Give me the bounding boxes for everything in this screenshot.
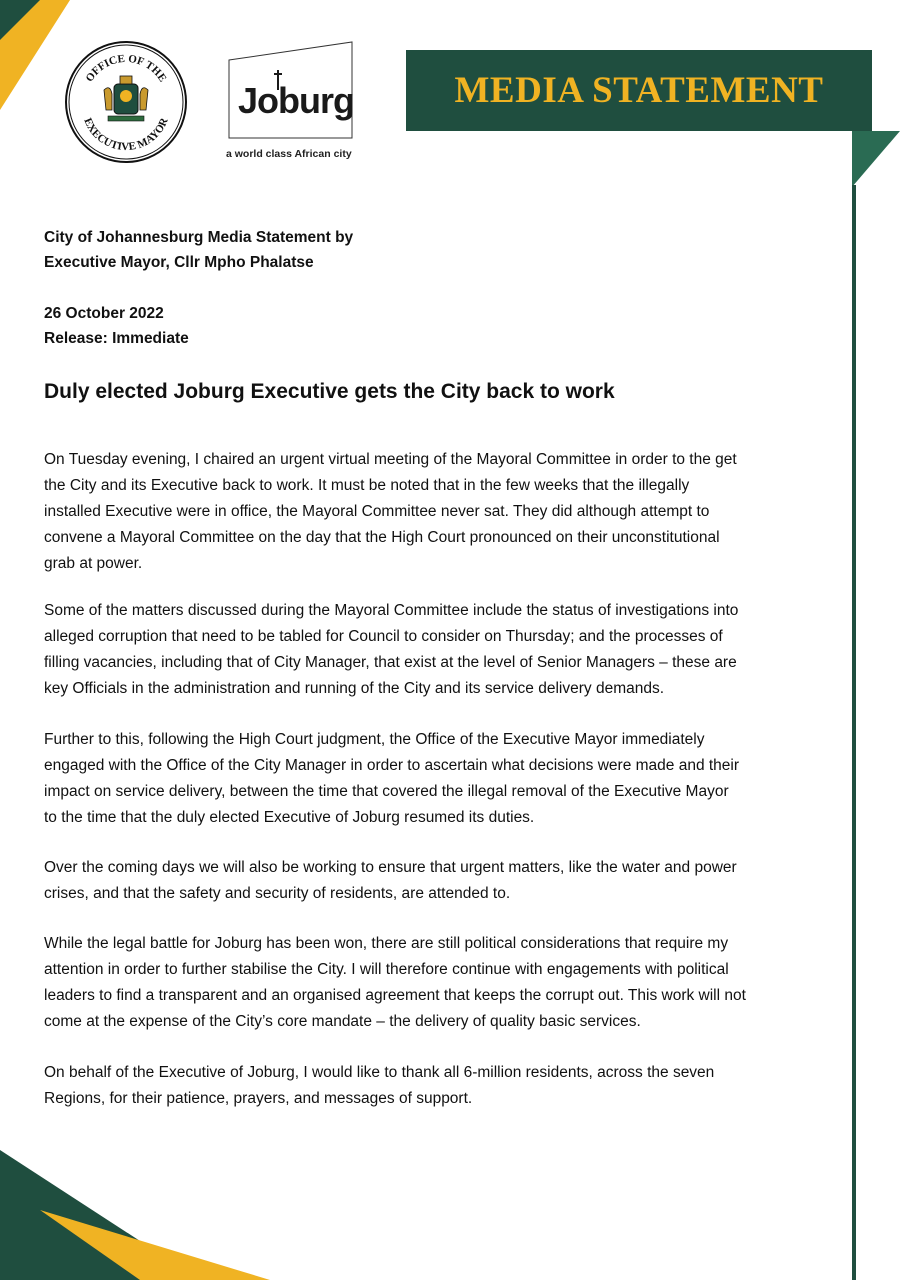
paragraph-6 [44, 1060, 814, 1112]
date-release-block [44, 301, 189, 351]
headline: Duly elected Joburg Executive gets the City back to work [44, 380, 615, 403]
paragraph-text: On behalf of the Executive of Joburg, I would like to thank all 6-million residents, across the seven Regions, for their patience, prayers, and messages of support. [44, 1064, 715, 1107]
right-border-rule [852, 185, 856, 1280]
corner-decoration-top-left [0, 0, 70, 110]
paragraph-5 [44, 931, 814, 1035]
paragraph-4 [44, 855, 814, 907]
paragraph-2 [44, 598, 814, 702]
paragraph-text: Further to this, following the High Court judgment, the Office of the Executive Mayor immediately engaged with the Office of the City Manager in order to ascertain what decisions were made and their impact on service delivery, between the time that covered the illegal removal of the Executive Mayor to the time that the duly elected Executive of Joburg resumed its duties. [44, 731, 740, 826]
joburg-tagline: a world class African city [226, 148, 352, 160]
paragraph-3 [44, 727, 814, 831]
release-type: Release: Immediate [44, 330, 189, 347]
paragraph-text: Over the coming days we will also be working to ensure that urgent matters, like the water and power crises, and that the safety and security of residents, are attended to. [44, 859, 737, 902]
paragraph-text: Some of the matters discussed during the Mayoral Committee include the status of investigations into alleged corruption that need to be tabled for Council to consider on Thursday; and the processes of filling vacancies, including that of City Manager, that exist at the level of Senior Managers – these are key Officials in the administration and running of the City and its service delivery demands. [44, 602, 739, 697]
paragraph-1 [44, 447, 814, 577]
statement-by-line2: Executive Mayor, Cllr Mpho Phalatse [44, 254, 314, 271]
office-of-executive-mayor-seal [64, 40, 189, 165]
seal-text-bottom: EXECUTIVE MAYOR [81, 116, 171, 154]
statement-by-line1: City of Johannesburg Media Statement by [44, 229, 354, 246]
joburg-wordmark: Joburg [238, 80, 354, 121]
seal-text-top: OFFICE OF THE [83, 52, 169, 85]
banner-fold-decoration [852, 131, 900, 187]
statement-by-block [44, 225, 353, 275]
statement-date: 26 October 2022 [44, 305, 164, 322]
paragraph-text: On Tuesday evening, I chaired an urgent virtual meeting of the Mayoral Committee in order to the get the City and its Executive back to work. It must be noted that in the few weeks that the illegally installed Executive were in office, the Mayoral Committee never sat. They did although attempt to convene a Mayoral Committee on the day that the High Court pronounced on their unconstitutional grab at power. [44, 451, 737, 572]
banner-title: MEDIA STATEMENT [454, 70, 824, 111]
corner-decoration-bottom-left [0, 1130, 270, 1280]
paragraph-text: While the legal battle for Joburg has been won, there are still political considerations that require my attention in order to further stabilise the City. I will therefore continue with engagements with political leaders to find a transparent and an organised agreement that keeps the corrupt out. This work will not come at the expense of the City’s core mandate – the delivery of quality basic services. [44, 935, 746, 1030]
